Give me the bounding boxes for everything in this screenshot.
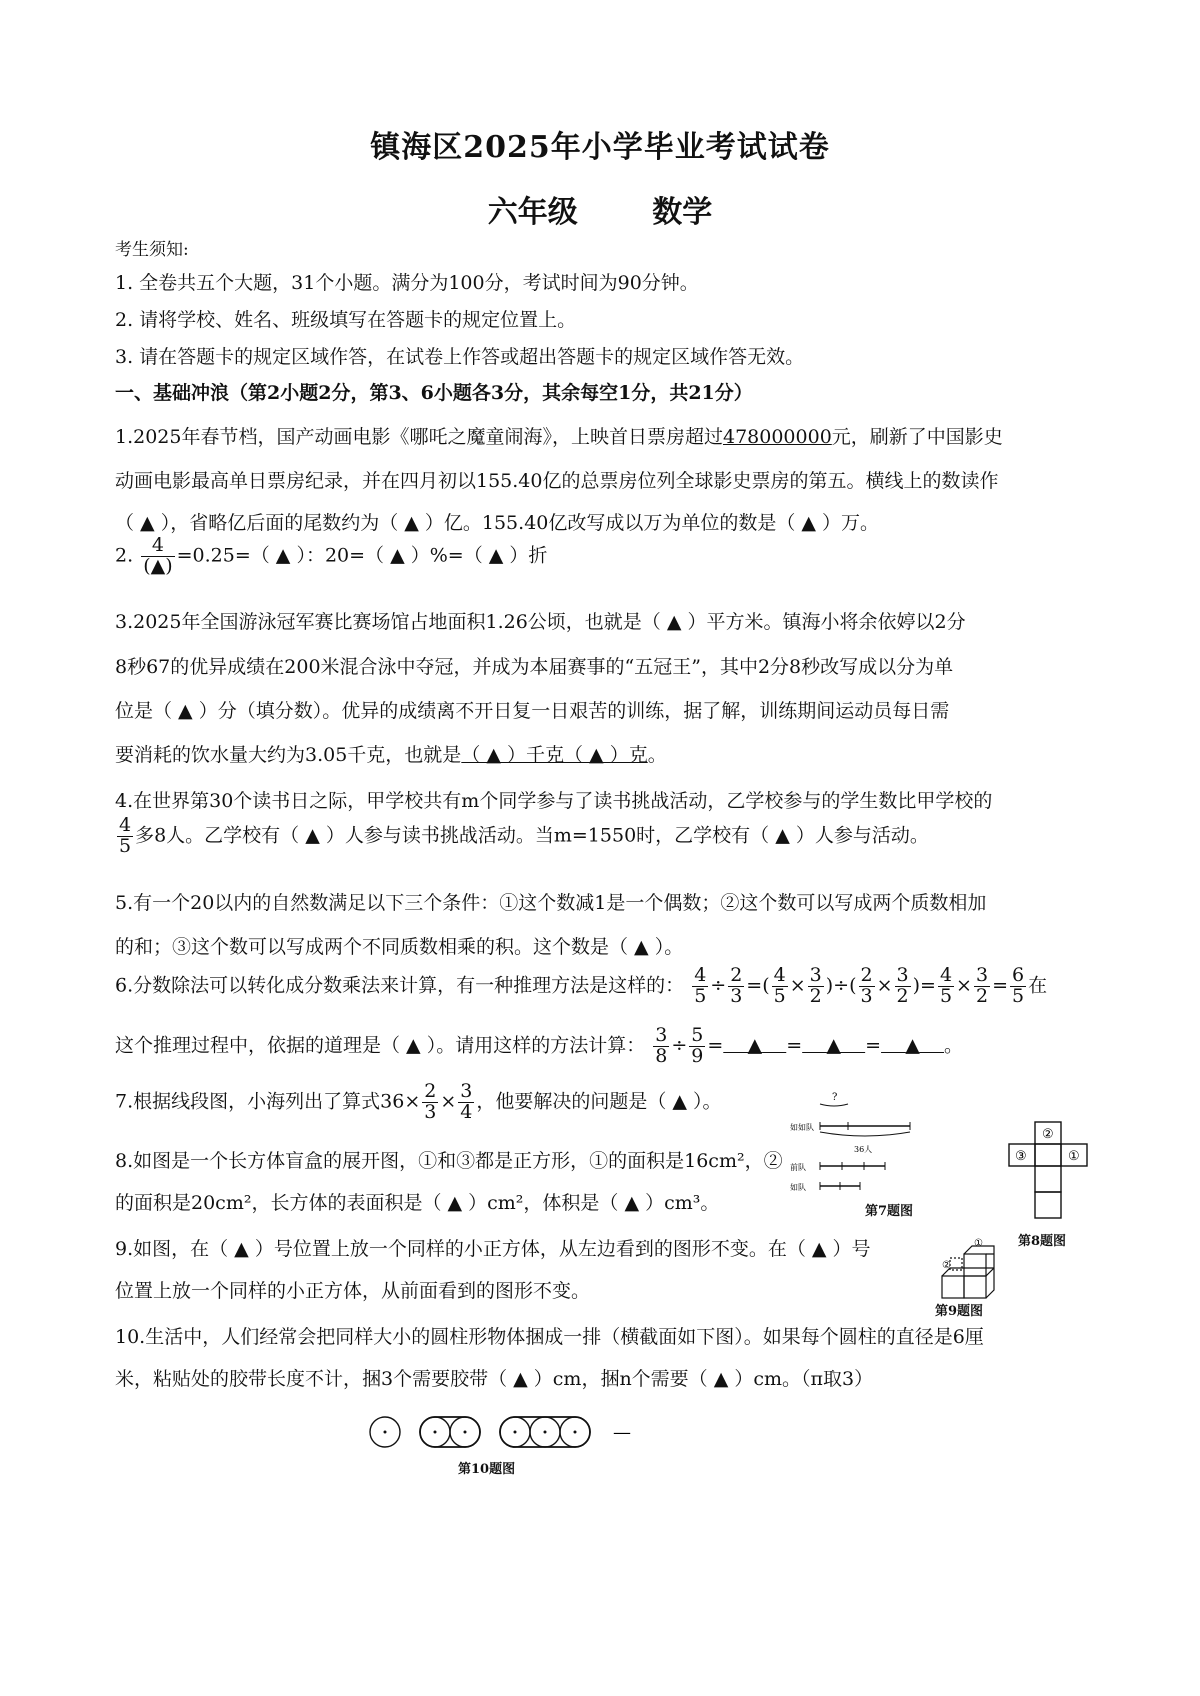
q6-tail: 在	[1028, 974, 1048, 997]
q6-g2-num: 5	[691, 1024, 704, 1046]
fig8-face-center	[1035, 1144, 1061, 1166]
fig7-label-row3: 如队	[790, 1183, 806, 1192]
notice-item-1: 1. 全卷共五个大题，31个小题。满分为100分，考试时间为90分钟。	[115, 272, 699, 294]
q6-f6-num: 3	[896, 964, 909, 986]
q6-line-2: 这个推理过程中，依据的道理是（ ▲ ）。请用这样的方法计算： $\frac{3}{8}$ ÷ $\frac{5}{9}$ = ▲ = ▲ = ▲ 。	[115, 1024, 964, 1067]
grade-label: 六年级	[487, 195, 578, 230]
q6-line2-text: 这个推理过程中，依据的道理是（ ▲ ）。请用这样的方法计算：	[115, 1034, 646, 1057]
fig10-center	[434, 1431, 437, 1434]
fig7-caption: 第7题图	[865, 1204, 914, 1219]
q10-line-2: 米，粘贴处的胶带长度不计，捆3个需要胶带（ ▲ ）cm，捆n个需要（ ▲ ）cm。（π取3）	[115, 1368, 874, 1390]
q3-line4b: （ ▲ ）千克（ ▲ ）克	[461, 744, 648, 766]
q6-line-1: 6.分数除法可以转化成分数乘法来计算，有一种推理方法是这样的： $\frac{4}{5}$ ÷ $\frac{2}{3}$ =( $\frac{4}{5}$ × $\frac{3}{2}$ )÷( $\frac{2}{3}$ × $\frac{3}{2}$ )= $\frac{4}{5}$ × $\frac{3}{2}$ = $\frac{6}{5}$ 在	[115, 964, 1048, 1007]
notice-heading: 考生须知:	[115, 240, 189, 260]
fig8-label-3: ③	[1015, 1149, 1027, 1164]
fig9-cube	[964, 1254, 986, 1276]
q7-line: 7.根据线段图，小海列出了算式36× $\frac{2}{3}$ × $\frac{3}{4}$ ，他要解决的问题是（ ▲ ）。	[115, 1080, 722, 1123]
q6-f8-num: 3	[975, 964, 989, 986]
q4-numerator: 4	[119, 814, 132, 836]
fig9-cube-stack	[938, 1238, 1014, 1304]
q6-f5-den: 3	[860, 984, 873, 1007]
q6-f7-num: 4	[939, 964, 953, 986]
q3-line-2: 8秒67的优异成绩在200米混合泳中夺冠，并成为本届赛事的“五冠王”，其中2分8秒改写成以分为单	[115, 656, 954, 678]
q5-line-1: 5.有一个20以内的自然数满足以下三个条件：①这个数减1是一个偶数；②这个数可以写成两个质数相加	[115, 892, 987, 914]
q6-blank-1: ▲	[747, 1034, 763, 1057]
q3-line4c: 。	[647, 744, 667, 766]
fig9-cube	[964, 1276, 986, 1298]
q2-rest: =0.25=（ ▲ ）：20=（ ▲ ）%=（ ▲ ）折	[176, 544, 548, 567]
q9-line-1: 9.如图，在（ ▲ ）号位置上放一个同样的小正方体，从左边看到的图形不变。在（ ▲ ）号	[115, 1238, 871, 1260]
q1-line-1	[115, 422, 1003, 449]
fig8-label-2: ②	[1042, 1127, 1054, 1142]
q6-f8-den: 2	[975, 984, 989, 1007]
q6-f6-den: 2	[896, 984, 909, 1007]
section-1-heading: 一、基础冲浪（第2小题2分，第3、6小题各3分，其余每空1分，共21分）	[115, 382, 753, 404]
exam-title: 镇海区2025年小学毕业考试试卷	[370, 130, 830, 165]
q2-numerator: 4	[141, 536, 174, 557]
q2-prefix: 2.	[115, 544, 134, 567]
q1-line-2: 动画电影最高单日票房纪录，并在四月初以155.40亿的总票房位列全球影史票房的第五。横线上的数读作	[115, 470, 999, 492]
q6-g1-den: 8	[655, 1044, 668, 1067]
q6-g2-den: 9	[691, 1044, 704, 1067]
q4-line-2	[115, 816, 929, 857]
q1-line1a: 1.2025年春节档，国产动画电影《哪吒之魔童闹海》，上映首日票房超过	[115, 426, 723, 448]
fig7-brace	[820, 1132, 910, 1136]
q6-f9-num: 6	[1011, 964, 1025, 986]
fig7-label-row2: 前队	[790, 1163, 806, 1172]
q1-line1b: 元，刷新了中国影史	[831, 426, 1003, 448]
q6-f2-den: 3	[730, 984, 743, 1007]
q3-line4a: 要消耗的饮水量大约为3.05千克，也就是	[115, 744, 462, 766]
fig10-center	[574, 1431, 577, 1434]
fig7-segment-diagram	[790, 1088, 920, 1198]
q1-line-3: （ ▲ ），省略亿后面的尾数约为（ ▲ ）亿。155.40亿改写成以万为单位的数是（ ▲ ）万。	[115, 512, 880, 534]
notice-item-3: 3. 请在答题卡的规定区域作答，在试卷上作答或超出答题卡的规定区域作答无效。	[115, 346, 805, 368]
notice-item-2: 2. 请将学校、姓名、班级填写在答题卡的规定位置上。	[115, 309, 577, 331]
fig8-face-back	[1035, 1192, 1061, 1218]
q7-f2-num: 3	[460, 1080, 473, 1102]
q6-f4-den: 2	[809, 984, 822, 1007]
fig10-circle-bundles	[365, 1412, 665, 1452]
q4-denominator: 5	[119, 834, 132, 857]
q5-line-2: 的和；③这个数可以写成两个不同质数相乘的积。这个数是（ ▲ ）。	[115, 936, 684, 958]
q7-f1-num: 2	[424, 1080, 437, 1102]
fig8-label-1: ①	[1068, 1149, 1080, 1164]
q10-line-1: 10.生活中，人们经常会把同样大小的圆柱形物体捆成一排（横截面如下图）。如果每个圆柱的直径是6厘	[115, 1326, 984, 1348]
fig9-label-2: ②	[942, 1260, 951, 1271]
fig9-cube	[942, 1276, 964, 1298]
fig10-caption: 第10题图	[458, 1462, 516, 1477]
q7-prefix: 7.根据线段图，小海列出了算式	[115, 1090, 381, 1113]
q4-line-1: 4.在世界第30个读书日之际，甲学校共有m个同学参与了读书挑战活动，乙学校参与的学生数比甲学校的	[115, 790, 993, 812]
q6-f1-num: 4	[694, 964, 707, 986]
fig10-center	[464, 1431, 467, 1434]
q8-line-1: 8.如图是一个长方体盲盒的展开图，①和③都是正方形，①的面积是16cm²，②	[115, 1150, 783, 1172]
fig10-center	[384, 1431, 387, 1434]
q2-line	[115, 536, 547, 577]
q9-line-2: 位置上放一个同样的小正方体，从前面看到的图形不变。	[115, 1280, 591, 1302]
q6-blank-2: ▲	[826, 1034, 841, 1057]
q4-line2-text: 多8人。乙学校有（ ▲ ）人参与读书挑战活动。当m=1550时，乙学校有（ ▲ ）人参与活动。	[135, 824, 929, 847]
q3-line-4	[115, 740, 667, 767]
q7-suffix: ，他要解决的问题是（ ▲ ）。	[476, 1090, 722, 1113]
fig9-label-1: ①	[974, 1238, 983, 1249]
fig7-top-brace	[820, 1104, 848, 1106]
q6-f1-den: 5	[694, 984, 707, 1007]
q7-f2-den: 4	[460, 1100, 473, 1123]
fig8-face-bottom	[1035, 1166, 1061, 1192]
q6-f3-num: 4	[773, 964, 786, 986]
fig7-question-mark: ?	[832, 1092, 838, 1103]
q3-line-3: 位是（ ▲ ）分（填分数）。优异的成绩离不开日复一日艰苦的训练，据了解，训练期间运动员每日需	[115, 700, 950, 722]
q6-blank-3: ▲	[905, 1034, 920, 1057]
q6-f9-den: 5	[1011, 984, 1025, 1007]
q7-f1-den: 3	[424, 1100, 437, 1123]
q6-end: 。	[944, 1034, 964, 1057]
q6-g1-num: 3	[655, 1024, 668, 1046]
q6-line1-text: 6.分数除法可以转化成分数乘法来计算，有一种推理方法是这样的：	[115, 974, 685, 997]
q1-number: 478000000	[722, 426, 832, 448]
fig10-center	[514, 1431, 517, 1434]
q6-f2-num: 2	[730, 964, 743, 986]
q2-denominator: (▲)	[143, 554, 173, 577]
grade-subject	[0, 187, 1200, 231]
q6-f5-num: 2	[860, 964, 873, 986]
fig8-caption: 第8题图	[1018, 1234, 1067, 1249]
q2-fraction	[141, 536, 174, 577]
q3-line-1: 3.2025年全国游泳冠军赛比赛场馆占地面积1.26公顷，也就是（ ▲ ）平方米。镇海小将余依婷以2分	[115, 611, 966, 633]
fig9-caption: 第9题图	[935, 1304, 984, 1319]
fig10-ellipsis: —	[613, 1422, 631, 1443]
q8-line-2: 的面积是20cm²，长方体的表面积是（ ▲ ）cm²，体积是（ ▲ ）cm³。	[115, 1192, 720, 1214]
fig10-center	[544, 1431, 547, 1434]
subject-label: 数学	[652, 195, 713, 230]
q7-36: 36	[380, 1090, 405, 1113]
q6-f3-den: 5	[773, 984, 786, 1007]
fig7-label-row1: 如如队	[790, 1123, 814, 1132]
q4-fraction	[117, 816, 133, 857]
q6-f7-den: 5	[939, 984, 953, 1007]
q6-f4-num: 3	[809, 964, 822, 986]
fig7-36-label: 36人	[854, 1145, 873, 1154]
fig8-cuboid-net	[1005, 1118, 1095, 1228]
